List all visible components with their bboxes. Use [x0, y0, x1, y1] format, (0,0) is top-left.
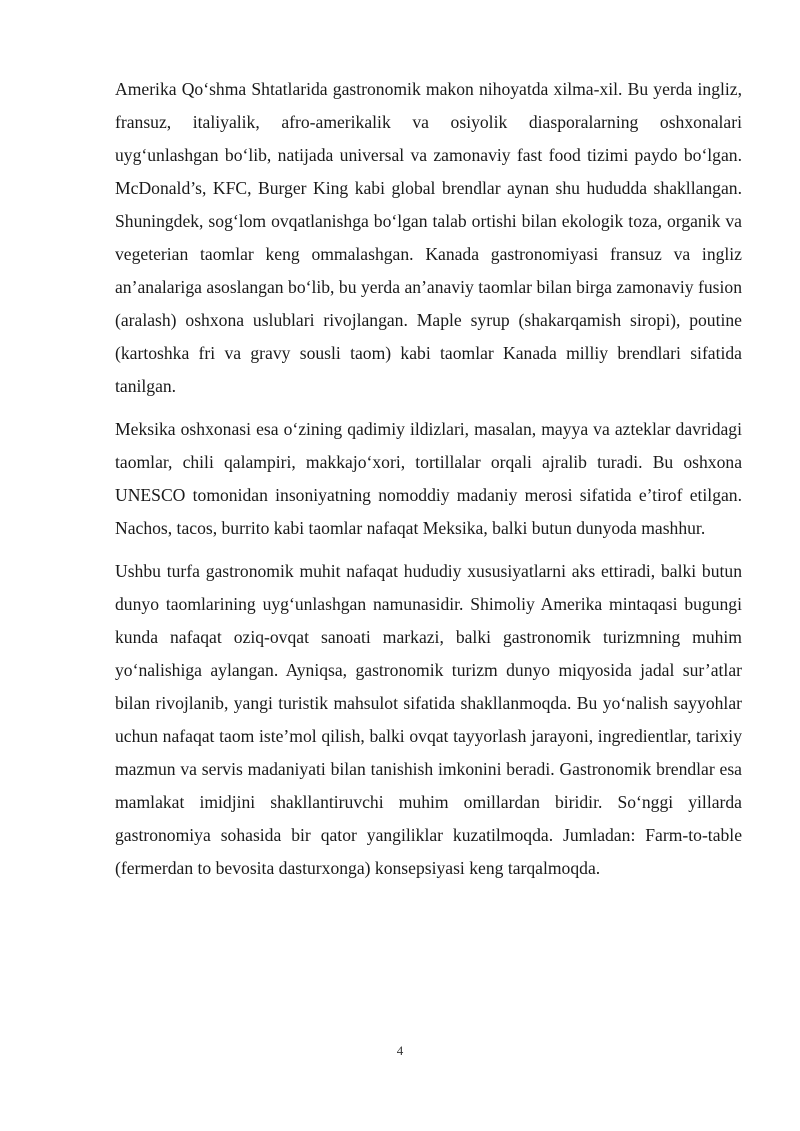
page-number: 4 [396, 1043, 404, 1058]
body-text [115, 73, 742, 895]
paragraph-gastronomic-tourism: Ushbu turfa gastronomik muhit nafaqat hududiy xususiyatlarni aks ettiradi, balki butun dunyo taomlarining uyg‘unlashgan namunasidir. Shimoliy Amerika mintaqasi bugungi kunda nafaqat oziq-ovqat sanoati markazi, balki gastronomik turizmning muhim yo‘nalishiga aylangan. Ayniqsa, gastronomik turizm dunyo miqyosida jadal sur’atlar bilan rivojlanib, yangi turistik mahsulot sifatida shakllanmoqda. Bu yo‘nalish sayyohlar uchun nafaqat taom iste’mol qilish, balki ovqat tayyorlash jarayoni, ingredientlar, tarixiy mazmun va servis madaniyati bilan tanishish imkonini beradi. Gastronomik brendlar esa mamlakat imidjini shakllantiruvchi muhim omillardan biridir. So‘nggi yillarda gastronomiya sohasida bir qator yangiliklar kuzatilmoqda. Jumladan: Farm-to-table (fermerdan to bevosita dasturxonga) konsepsiyasi keng tarqalmoqda. [115, 561, 742, 878]
paragraph-usa-canada: Amerika Qo‘shma Shtatlarida gastronomik makon nihoyatda xilma-xil. Bu yerda ingliz, fransuz, italiyalik, afro-amerikalik va osiyolik diasporalarning oshxonalari uyg‘unlashgan bo‘lib, natijada universal va zamonaviy fast food tizimi paydo bo‘lgan. McDonald’s, KFC, Burger King kabi global brendlar aynan shu hududda shakllangan. Shuningdek, sog‘lom ovqatlanishga bo‘lgan talab ortishi bilan ekologik toza, organik va vegeterian taomlar keng ommalashgan. Kanada gastronomiyasi fransuz va ingliz an’analariga asoslangan bo‘lib, bu yerda an’anaviy taomlar bilan birga zamonaviy fusion (aralash) oshxona uslublari rivojlangan. Maple syrup (shakarqamish siropi), poutine (kartoshka fri va gravy sousli taom) kabi taomlar Kanada milliy brendlari sifatida tanilgan. [115, 79, 742, 396]
paragraph-mexico: Meksika oshxonasi esa o‘zining qadimiy ildizlari, masalan, mayya va azteklar davridagi taomlar, chili qalampiri, makkajo‘xori, tortillalar orqali ajralib turadi. Bu oshxona UNESCO tomonidan insoniyatning nomoddiy madaniy merosi sifatida e’tirof etilgan. Nachos, tacos, burrito kabi taomlar nafaqat Meksika, balki butun dunyoda mashhur. [115, 419, 742, 538]
